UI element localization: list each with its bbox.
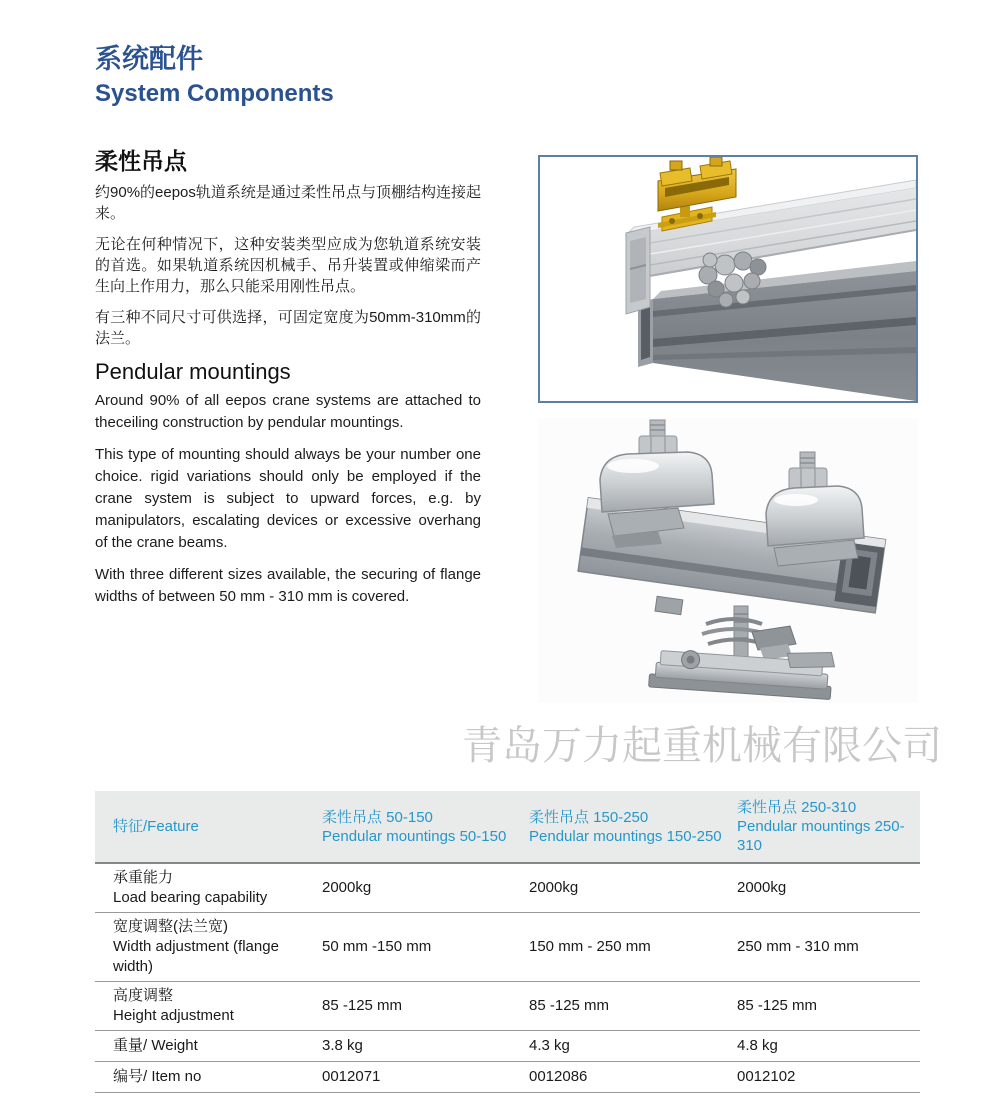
column-header-50-150: 柔性吊点 50-150 Pendular mountings 50-150 (320, 791, 527, 863)
value-cell: 4.3 kg (527, 1031, 735, 1062)
right-clamp (766, 452, 864, 566)
feature-cell: 宽度调整(法兰宽) Width adjustment (flange width) (95, 913, 320, 982)
clamp-image (538, 418, 918, 703)
suspension-rod (702, 606, 796, 660)
value-cell: 2000kg (320, 863, 527, 913)
section-heading-zh: 柔性吊点 (95, 148, 187, 174)
watermark-text: 青岛万力起重机械有限公司 (462, 724, 942, 768)
value-cell: 4.8 kg (735, 1031, 920, 1062)
value-cell: 0012102 (735, 1062, 920, 1093)
clamp-illustration (538, 418, 918, 703)
value-cell: 3.8 kg (320, 1031, 527, 1062)
column-header-250-310: 柔性吊点 250-310 Pendular mountings 250-310 (735, 791, 920, 863)
feature-cell: 承重能力 Load bearing capability (95, 863, 320, 913)
value-cell: 2000kg (527, 863, 735, 913)
value-cell: 0012086 (527, 1062, 735, 1093)
value-cell: 85 -125 mm (320, 982, 527, 1031)
table-row-width-adjustment (95, 913, 920, 982)
table-row-weight (95, 1031, 920, 1062)
table-row-height-adjustment (95, 982, 920, 1031)
paragraph-en-1: Around 90% of all eepos crane systems are attached to theceiling construction by pendular mountings. (95, 392, 481, 431)
value-cell: 150 mm - 250 mm (527, 913, 735, 982)
value-cell: 85 -125 mm (735, 982, 920, 1031)
rail-system-illustration (540, 157, 916, 401)
value-cell: 85 -125 mm (527, 982, 735, 1031)
section-heading-en: Pendular mountings (95, 359, 291, 384)
paragraph-zh-3: 有三种不同尺寸可供选择，可固定宽度为50mm-310mm的法兰。 (95, 309, 481, 347)
value-cell: 2000kg (735, 863, 920, 913)
page-header (95, 42, 334, 110)
page-title-en: System Components (95, 80, 334, 107)
rail-system-image (538, 155, 918, 403)
value-cell: 0012071 (320, 1062, 527, 1093)
value-cell: 250 mm - 310 mm (735, 913, 920, 982)
feature-cell: 重量/ Weight (95, 1031, 320, 1062)
paragraph-zh-2: 无论在何种情况下，这种安装类型应成为您轨道系统安装的首选。如果轨道系统因机械手、吊升装置或伸缩梁而产生向上作用力，那么只能采用刚性吊点。 (95, 236, 481, 295)
paragraph-en-3: With three different sizes available, the securing of flange widths of between 50 mm - 310 mm is covered. (95, 566, 481, 605)
paragraph-en-2: This type of mounting should always be your number one choice. rigid variations should only be employed if the crane system is subject to upward forces, e.g. by manipulators, escalating devices or excessive overhang of the crane beams. (95, 446, 481, 551)
feature-header-cell: 特征/Feature (95, 791, 320, 863)
paragraph-zh-1: 约90%的eepos轨道系统是通过柔性吊点与顶棚结构连接起来。 (95, 184, 481, 222)
table-row-item-no (95, 1062, 920, 1093)
column-header-150-250: 柔性吊点 150-250 Pendular mountings 150-250 (527, 791, 735, 863)
spec-table (95, 791, 920, 1093)
feature-cell: 编号/ Item no (95, 1062, 320, 1093)
table-row-load-bearing (95, 863, 920, 913)
value-cell: 50 mm -150 mm (320, 913, 527, 982)
description-column (95, 150, 481, 618)
feature-cell: 高度调整 Height adjustment (95, 982, 320, 1031)
page-title-zh: 系统配件 (95, 44, 203, 74)
table-header-row (95, 791, 920, 863)
